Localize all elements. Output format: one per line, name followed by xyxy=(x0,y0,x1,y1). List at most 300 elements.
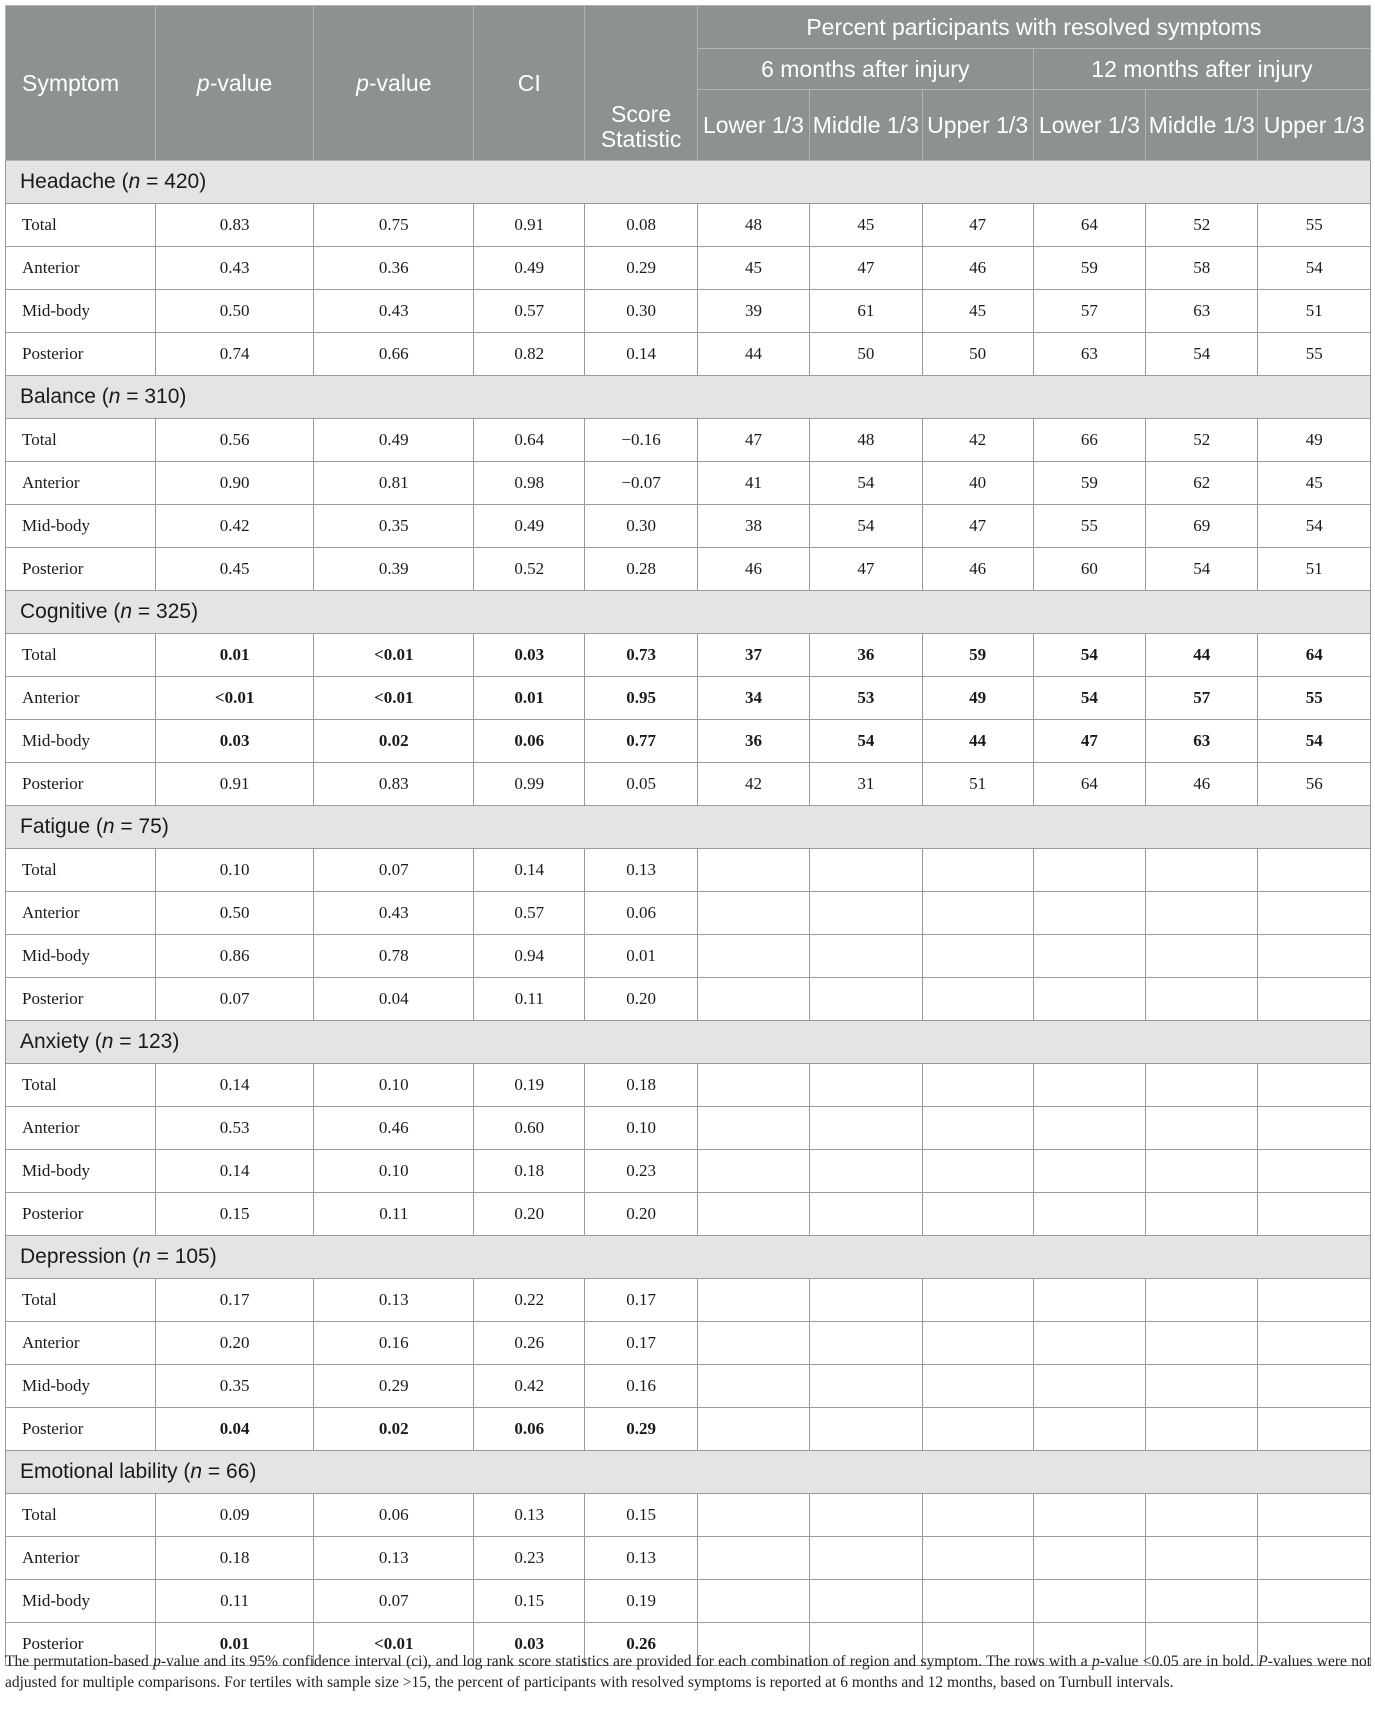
table-cell xyxy=(1258,1150,1371,1193)
table-row xyxy=(6,1279,1371,1322)
table-cell: 0.50 xyxy=(155,892,314,935)
table-cell xyxy=(1033,935,1145,978)
region-label: Mid-body xyxy=(6,720,156,763)
table-cell xyxy=(1146,1408,1258,1451)
table-cell xyxy=(1033,1494,1145,1537)
table-cell xyxy=(810,1107,922,1150)
table-row xyxy=(6,849,1371,892)
section-row xyxy=(6,376,1371,419)
table-cell: 31 xyxy=(810,763,922,806)
table-cell: 0.18 xyxy=(474,1150,585,1193)
table-cell: 54 xyxy=(1258,505,1371,548)
table-footnote: The permutation-based p-value and its 95% confidence interval (ci), and log rank score statistics are provided for each combination of region and symptom. The rows with a p-value <0.05 are in bold. P-values were not adjusted for multiple comparisons. For tertiles with sample size >15, the percent of participants with resolved symptoms is reported at 6 months and 12 months, based on Turnbull intervals. xyxy=(5,1653,1371,1691)
table-cell: 54 xyxy=(810,720,922,763)
table-cell: 0.57 xyxy=(474,892,585,935)
table-row xyxy=(6,677,1371,720)
table-cell: 59 xyxy=(1033,247,1145,290)
table-cell: 0.06 xyxy=(585,892,697,935)
table-cell: 0.02 xyxy=(314,1408,474,1451)
table-cell: 0.57 xyxy=(474,290,585,333)
table-cell xyxy=(810,1365,922,1408)
table-cell: 0.94 xyxy=(474,935,585,978)
table-cell: 54 xyxy=(1033,677,1145,720)
table-cell xyxy=(1146,1279,1258,1322)
table-row xyxy=(6,720,1371,763)
table-row xyxy=(6,935,1371,978)
table-cell: 47 xyxy=(810,247,922,290)
table-cell: 41 xyxy=(697,462,809,505)
header-pvalue: p-value xyxy=(155,6,314,161)
table-cell: 0.15 xyxy=(474,1580,585,1623)
table-cell: 0.74 xyxy=(155,333,314,376)
table-cell xyxy=(1258,978,1371,1021)
table-cell: 0.29 xyxy=(585,1408,697,1451)
symptom-name: Fatigue xyxy=(20,815,91,838)
table-cell: 0.23 xyxy=(585,1150,697,1193)
table-cell: 57 xyxy=(1033,290,1145,333)
table-row xyxy=(6,290,1371,333)
table-cell: 0.11 xyxy=(474,978,585,1021)
table-cell: 0.91 xyxy=(155,763,314,806)
table-cell xyxy=(1146,892,1258,935)
region-label: Anterior xyxy=(6,462,156,505)
symptom-name: Cognitive xyxy=(20,600,108,623)
region-label: Anterior xyxy=(6,677,156,720)
table-row xyxy=(6,1107,1371,1150)
table-cell xyxy=(1146,978,1258,1021)
table-cell: 0.26 xyxy=(474,1322,585,1365)
table-cell xyxy=(1033,1537,1145,1580)
table-cell: 56 xyxy=(1258,763,1371,806)
table-row xyxy=(6,763,1371,806)
table-cell: 57 xyxy=(1146,677,1258,720)
table-cell xyxy=(810,1064,922,1107)
table-cell xyxy=(1258,1107,1371,1150)
table-cell: 61 xyxy=(810,290,922,333)
table-cell: 46 xyxy=(697,548,809,591)
table-cell: 0.08 xyxy=(585,204,697,247)
table-cell xyxy=(1146,1064,1258,1107)
table-cell: 54 xyxy=(1146,548,1258,591)
table-cell xyxy=(922,892,1033,935)
header-tertile: Middle 1/3 xyxy=(810,90,922,161)
section-title: Fatigue (n = 75) xyxy=(6,806,1371,849)
table-cell xyxy=(1033,1150,1145,1193)
table-header xyxy=(6,6,1371,161)
table-cell: 0.30 xyxy=(585,505,697,548)
table-cell: 0.10 xyxy=(585,1107,697,1150)
table-cell xyxy=(810,978,922,1021)
table-cell: 0.23 xyxy=(474,1537,585,1580)
table-cell: 0.52 xyxy=(474,548,585,591)
table-cell: 54 xyxy=(1033,634,1145,677)
region-label: Mid-body xyxy=(6,935,156,978)
table-cell xyxy=(922,935,1033,978)
section-row xyxy=(6,1451,1371,1494)
table-cell: 0.95 xyxy=(585,677,697,720)
table-cell: 0.26 xyxy=(585,1623,697,1666)
table-cell: 0.19 xyxy=(474,1064,585,1107)
table-cell xyxy=(922,1322,1033,1365)
table-cell: 0.20 xyxy=(155,1322,314,1365)
table-cell: 0.05 xyxy=(585,763,697,806)
symptom-name: Headache xyxy=(20,170,116,193)
table-cell: 54 xyxy=(1258,720,1371,763)
table-cell: 0.01 xyxy=(585,935,697,978)
table-cell xyxy=(1146,1365,1258,1408)
table-cell: 0.78 xyxy=(314,935,474,978)
table-cell xyxy=(810,1580,922,1623)
region-label: Mid-body xyxy=(6,505,156,548)
region-label: Anterior xyxy=(6,1107,156,1150)
table-cell: 54 xyxy=(810,462,922,505)
table-cell xyxy=(697,1537,809,1580)
section-row xyxy=(6,806,1371,849)
table-cell xyxy=(697,1322,809,1365)
table-cell xyxy=(1146,1580,1258,1623)
table-cell: 0.29 xyxy=(585,247,697,290)
table-cell: 0.15 xyxy=(585,1494,697,1537)
table-cell xyxy=(922,1150,1033,1193)
table-cell: 0.73 xyxy=(585,634,697,677)
table-cell: 0.39 xyxy=(314,548,474,591)
table-cell: 58 xyxy=(1146,247,1258,290)
table-cell: 0.17 xyxy=(155,1279,314,1322)
table-cell: −0.16 xyxy=(585,419,697,462)
table-cell: 0.02 xyxy=(314,720,474,763)
table-cell: 0.01 xyxy=(155,1623,314,1666)
table-cell: 0.14 xyxy=(155,1064,314,1107)
table-cell: 47 xyxy=(1033,720,1145,763)
table-cell: 0.07 xyxy=(314,849,474,892)
table-cell xyxy=(1033,1107,1145,1150)
table-row xyxy=(6,1580,1371,1623)
sample-size: 66 xyxy=(226,1460,250,1483)
sample-size: 105 xyxy=(174,1245,210,1268)
table-cell: 0.14 xyxy=(585,333,697,376)
table-row xyxy=(6,204,1371,247)
table-cell xyxy=(1258,1193,1371,1236)
table-cell: 48 xyxy=(810,419,922,462)
region-label: Total xyxy=(6,1064,156,1107)
table-cell: 39 xyxy=(697,290,809,333)
table-cell: 0.28 xyxy=(585,548,697,591)
table-cell: −0.07 xyxy=(585,462,697,505)
table-cell: 55 xyxy=(1258,204,1371,247)
header-score-statistic: Score Statistic xyxy=(585,6,697,161)
symptom-name: Balance xyxy=(20,385,96,408)
results-table xyxy=(5,5,1371,1666)
table-cell xyxy=(697,1107,809,1150)
table-cell xyxy=(922,1107,1033,1150)
table-cell: 0.16 xyxy=(314,1322,474,1365)
region-label: Posterior xyxy=(6,1623,156,1666)
table-cell xyxy=(810,1322,922,1365)
table-cell xyxy=(697,1193,809,1236)
table-cell xyxy=(1258,849,1371,892)
table-cell: 51 xyxy=(1258,290,1371,333)
table-cell xyxy=(1033,1279,1145,1322)
table-cell: 0.77 xyxy=(585,720,697,763)
table-cell xyxy=(1258,1322,1371,1365)
region-label: Mid-body xyxy=(6,1150,156,1193)
table-cell: 42 xyxy=(697,763,809,806)
table-cell: 0.91 xyxy=(474,204,585,247)
table-cell: 0.06 xyxy=(474,1408,585,1451)
region-label: Total xyxy=(6,1279,156,1322)
table-cell: 0.43 xyxy=(155,247,314,290)
table-cell: 0.13 xyxy=(314,1537,474,1580)
table-cell xyxy=(1146,1494,1258,1537)
table-cell: 59 xyxy=(1033,462,1145,505)
table-cell: 0.82 xyxy=(474,333,585,376)
table-cell: 0.09 xyxy=(155,1494,314,1537)
table-row xyxy=(6,1365,1371,1408)
table-cell: 0.01 xyxy=(474,677,585,720)
table-cell: 0.60 xyxy=(474,1107,585,1150)
table-cell: 55 xyxy=(1258,333,1371,376)
table-cell: 0.13 xyxy=(585,1537,697,1580)
region-label: Anterior xyxy=(6,1322,156,1365)
table-cell: 0.22 xyxy=(474,1279,585,1322)
table-cell: 37 xyxy=(697,634,809,677)
table-cell: 0.36 xyxy=(314,247,474,290)
table-cell xyxy=(1033,1365,1145,1408)
table-cell xyxy=(1258,1365,1371,1408)
table-cell xyxy=(810,1279,922,1322)
table-cell xyxy=(922,1365,1033,1408)
table-cell: 63 xyxy=(1146,720,1258,763)
table-cell: <0.01 xyxy=(314,1623,474,1666)
table-cell xyxy=(1146,849,1258,892)
table-cell: 47 xyxy=(697,419,809,462)
region-label: Posterior xyxy=(6,978,156,1021)
table-row xyxy=(6,333,1371,376)
region-label: Mid-body xyxy=(6,290,156,333)
table-cell: 0.35 xyxy=(155,1365,314,1408)
table-cell xyxy=(1033,892,1145,935)
region-label: Anterior xyxy=(6,1537,156,1580)
table-cell: 49 xyxy=(922,677,1033,720)
table-cell xyxy=(810,1193,922,1236)
table-cell: 0.18 xyxy=(585,1064,697,1107)
table-cell: 55 xyxy=(1258,677,1371,720)
table-cell xyxy=(1146,1150,1258,1193)
table-cell: 0.15 xyxy=(155,1193,314,1236)
table-cell xyxy=(1146,1537,1258,1580)
table-cell: <0.01 xyxy=(155,677,314,720)
table-cell: 54 xyxy=(1146,333,1258,376)
header-ci: CI xyxy=(474,6,585,161)
table-cell: 0.14 xyxy=(474,849,585,892)
region-label: Posterior xyxy=(6,1408,156,1451)
table-cell: 44 xyxy=(697,333,809,376)
table-cell xyxy=(1258,1494,1371,1537)
table-cell xyxy=(922,978,1033,1021)
region-label: Anterior xyxy=(6,892,156,935)
table-cell xyxy=(922,1279,1033,1322)
table-row xyxy=(6,1064,1371,1107)
header-symptom: Symptom xyxy=(6,6,156,161)
table-cell: 62 xyxy=(1146,462,1258,505)
table-cell: 36 xyxy=(810,634,922,677)
table-cell: 47 xyxy=(922,505,1033,548)
table-cell: 55 xyxy=(1033,505,1145,548)
table-cell xyxy=(810,1150,922,1193)
sample-size: 325 xyxy=(156,600,192,623)
table-cell: 46 xyxy=(1146,763,1258,806)
header-period-12: 12 months after injury xyxy=(1033,49,1370,90)
table-cell: 0.75 xyxy=(314,204,474,247)
table-cell: 0.13 xyxy=(474,1494,585,1537)
table-cell: 0.03 xyxy=(155,720,314,763)
table-cell: 0.45 xyxy=(155,548,314,591)
header-pvalue-lower: p-value xyxy=(314,6,474,161)
table-cell xyxy=(810,849,922,892)
table-cell: 0.18 xyxy=(155,1537,314,1580)
table-cell xyxy=(697,1365,809,1408)
table-cell: 0.50 xyxy=(155,290,314,333)
table-cell: 0.66 xyxy=(314,333,474,376)
table-row xyxy=(6,1322,1371,1365)
table-row xyxy=(6,1537,1371,1580)
header-tertile: Upper 1/3 xyxy=(1258,90,1371,161)
symptom-name: Depression xyxy=(20,1245,127,1268)
table-cell xyxy=(1146,1322,1258,1365)
table-row xyxy=(6,1193,1371,1236)
table-cell xyxy=(1258,1408,1371,1451)
table-cell: 47 xyxy=(922,204,1033,247)
table-cell: 36 xyxy=(697,720,809,763)
table-cell: 0.29 xyxy=(314,1365,474,1408)
section-row xyxy=(6,591,1371,634)
table-row xyxy=(6,1150,1371,1193)
table-cell: 45 xyxy=(810,204,922,247)
region-label: Total xyxy=(6,849,156,892)
table-cell xyxy=(697,1064,809,1107)
region-label: Total xyxy=(6,634,156,677)
table-cell xyxy=(1033,1193,1145,1236)
table-cell xyxy=(697,892,809,935)
table-cell: 0.07 xyxy=(155,978,314,1021)
table-cell: 0.43 xyxy=(314,290,474,333)
table-cell: 0.56 xyxy=(155,419,314,462)
table-cell: 0.20 xyxy=(585,978,697,1021)
table-cell: 0.49 xyxy=(474,247,585,290)
table-cell: 0.03 xyxy=(474,1623,585,1666)
table-cell: 59 xyxy=(922,634,1033,677)
table-cell: 0.13 xyxy=(314,1279,474,1322)
table-row xyxy=(6,505,1371,548)
table-cell: 0.35 xyxy=(314,505,474,548)
header-tertile: Lower 1/3 xyxy=(1033,90,1145,161)
table-cell: 0.04 xyxy=(314,978,474,1021)
table-cell: 0.30 xyxy=(585,290,697,333)
table-cell xyxy=(1146,1107,1258,1150)
table-cell xyxy=(1258,1537,1371,1580)
table-cell: 64 xyxy=(1258,634,1371,677)
table-cell xyxy=(1258,1279,1371,1322)
header-percent-title: Percent participants with resolved symptoms xyxy=(697,6,1370,49)
region-label: Total xyxy=(6,1494,156,1537)
section-title: Headache (n = 420) xyxy=(6,161,1371,204)
region-label: Total xyxy=(6,419,156,462)
table-cell: 0.86 xyxy=(155,935,314,978)
table-cell: 0.10 xyxy=(314,1150,474,1193)
sample-size: 420 xyxy=(164,170,200,193)
table-cell xyxy=(697,1279,809,1322)
table-cell: 0.83 xyxy=(155,204,314,247)
table-cell xyxy=(922,1537,1033,1580)
table-cell: 69 xyxy=(1146,505,1258,548)
table-cell: 34 xyxy=(697,677,809,720)
header-tertile: Middle 1/3 xyxy=(1146,90,1258,161)
table-cell: 0.42 xyxy=(474,1365,585,1408)
table-cell: 52 xyxy=(1146,204,1258,247)
table-cell xyxy=(1033,1322,1145,1365)
table-cell: 0.53 xyxy=(155,1107,314,1150)
section-title: Depression (n = 105) xyxy=(6,1236,1371,1279)
table-cell xyxy=(1033,978,1145,1021)
table-cell xyxy=(697,1408,809,1451)
table-cell xyxy=(922,1580,1033,1623)
table-cell xyxy=(1258,892,1371,935)
sample-size: 310 xyxy=(144,385,180,408)
table-cell xyxy=(1033,1064,1145,1107)
table-cell: 63 xyxy=(1033,333,1145,376)
table-body xyxy=(6,161,1371,1666)
table-cell: 0.49 xyxy=(314,419,474,462)
table-cell: 52 xyxy=(1146,419,1258,462)
sample-size: 75 xyxy=(138,815,162,838)
table-cell xyxy=(1258,1580,1371,1623)
table-cell xyxy=(697,1494,809,1537)
table-row xyxy=(6,419,1371,462)
table-cell: 0.06 xyxy=(474,720,585,763)
table-cell xyxy=(697,935,809,978)
table-cell xyxy=(922,1193,1033,1236)
sample-size: 123 xyxy=(137,1030,173,1053)
section-row xyxy=(6,1236,1371,1279)
table-cell: 48 xyxy=(697,204,809,247)
table-row xyxy=(6,1494,1371,1537)
table-cell: 0.07 xyxy=(314,1580,474,1623)
section-title: Emotional lability (n = 66) xyxy=(6,1451,1371,1494)
table-cell: 0.64 xyxy=(474,419,585,462)
table-cell: 45 xyxy=(697,247,809,290)
table-cell xyxy=(1146,1193,1258,1236)
table-cell xyxy=(1033,1580,1145,1623)
table-cell: 46 xyxy=(922,247,1033,290)
table-cell: 0.10 xyxy=(314,1064,474,1107)
section-title: Cognitive (n = 325) xyxy=(6,591,1371,634)
table-cell xyxy=(1033,1408,1145,1451)
table-cell: 45 xyxy=(922,290,1033,333)
table-row xyxy=(6,548,1371,591)
table-cell: 0.49 xyxy=(474,505,585,548)
table-cell xyxy=(697,849,809,892)
table-cell xyxy=(1033,849,1145,892)
table-cell: <0.01 xyxy=(314,634,474,677)
section-row xyxy=(6,161,1371,204)
table-cell: 38 xyxy=(697,505,809,548)
table-cell xyxy=(1258,935,1371,978)
table-cell: 46 xyxy=(922,548,1033,591)
table-cell: 0.11 xyxy=(314,1193,474,1236)
table-cell: 0.03 xyxy=(474,634,585,677)
header-tertile: Lower 1/3 xyxy=(697,90,809,161)
table-cell: 44 xyxy=(922,720,1033,763)
